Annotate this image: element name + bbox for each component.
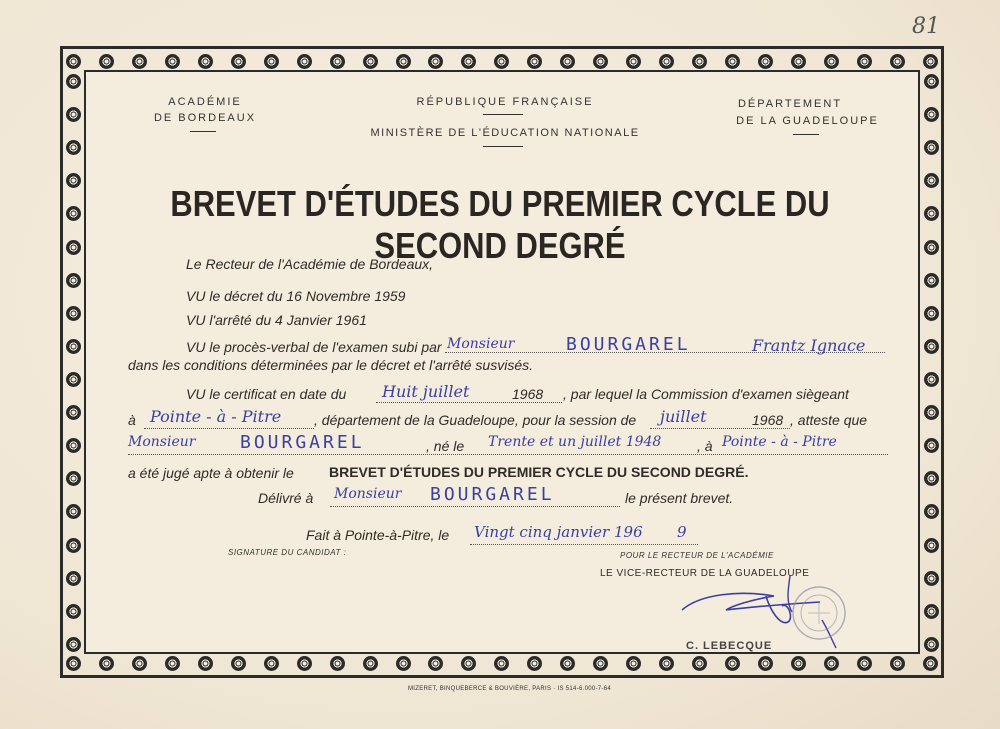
certificat-prefix: VU le certificat en date du bbox=[186, 386, 347, 402]
atteste: , atteste que bbox=[790, 412, 868, 428]
certificat-year: 1968 bbox=[512, 386, 544, 402]
border-rosette bbox=[924, 538, 939, 553]
border-rosette bbox=[924, 173, 939, 188]
border-rosette bbox=[924, 438, 939, 453]
border-rosette bbox=[66, 471, 81, 486]
border-rosette bbox=[396, 656, 411, 671]
border-rosette bbox=[527, 54, 542, 69]
border-rosette bbox=[231, 656, 246, 671]
border-rosette bbox=[132, 656, 147, 671]
border-band-left bbox=[64, 74, 82, 652]
border-rosette bbox=[297, 54, 312, 69]
border-rosette bbox=[66, 206, 81, 221]
border-rosette bbox=[527, 656, 542, 671]
border-rosette bbox=[758, 656, 773, 671]
border-rosette bbox=[923, 54, 938, 69]
signer-name: C. LEBECQUE bbox=[686, 640, 773, 652]
decret-line: VU le décret du 16 Novembre 1959 bbox=[186, 288, 406, 304]
border-rosette bbox=[924, 372, 939, 387]
a-middle: , département de la Guadeloupe, pour la session de bbox=[314, 412, 637, 428]
vice-recteur-label: LE VICE-RECTEUR DE LA GUADELOUPE bbox=[600, 568, 810, 579]
border-rosette bbox=[626, 656, 641, 671]
recteur-line: Le Recteur de l'Académie de Bordeaux, bbox=[186, 256, 434, 272]
fait-date: Vingt cinq janvier 196 bbox=[474, 523, 643, 541]
corner-mark: 81 bbox=[912, 14, 940, 39]
border-rosette bbox=[99, 54, 114, 69]
border-rosette bbox=[66, 339, 81, 354]
border-band-top bbox=[66, 52, 938, 70]
border-rosette bbox=[659, 54, 674, 69]
birth-date: Trente et un juillet 1948 bbox=[488, 434, 662, 450]
a-prefix: à bbox=[128, 412, 136, 428]
border-rosette bbox=[66, 538, 81, 553]
departement-line2: DE LA GUADELOUPE bbox=[736, 115, 879, 127]
proces-title: Monsieur bbox=[447, 336, 515, 352]
border-rosette bbox=[66, 54, 81, 69]
border-rosette bbox=[132, 54, 147, 69]
border-rosette bbox=[824, 54, 839, 69]
ministere: MINISTÈRE DE L'ÉDUCATION NATIONALE bbox=[370, 127, 640, 139]
certificat-date: Huit juillet bbox=[382, 382, 470, 401]
border-rosette bbox=[924, 273, 939, 288]
juge-prefix: a été jugé apte à obtenir le bbox=[128, 465, 294, 481]
border-rosette bbox=[330, 656, 345, 671]
document-title: BREVET D'ÉTUDES DU PREMIER CYCLE DU SECOND DEGRÉ bbox=[170, 183, 830, 266]
delivre-dotted-line bbox=[330, 506, 620, 507]
border-rosette bbox=[66, 140, 81, 155]
border-rosette bbox=[924, 206, 939, 221]
border-rosette bbox=[66, 656, 81, 671]
border-rosette bbox=[494, 54, 509, 69]
border-rosette bbox=[593, 656, 608, 671]
proces-prefix: VU le procès-verbal de l'examen subi par bbox=[186, 339, 442, 355]
border-rosette bbox=[923, 656, 938, 671]
border-rosette bbox=[924, 74, 939, 89]
border-rosette bbox=[626, 54, 641, 69]
border-rosette bbox=[66, 604, 81, 619]
border-band-right bbox=[922, 74, 940, 652]
fait-prefix: Fait à Pointe-à-Pitre, le bbox=[306, 527, 450, 543]
border-rosette bbox=[66, 405, 81, 420]
border-rosette bbox=[890, 656, 905, 671]
border-rosette bbox=[66, 571, 81, 586]
border-rosette bbox=[66, 240, 81, 255]
border-rosette bbox=[857, 656, 872, 671]
border-rosette bbox=[924, 471, 939, 486]
delivre-name: BOURGAREL bbox=[430, 484, 555, 505]
candidate-title: Monsieur bbox=[128, 434, 196, 450]
border-rosette bbox=[198, 54, 213, 69]
border-rosette bbox=[924, 140, 939, 155]
delivre-prefix: Délivré à bbox=[258, 490, 314, 506]
border-rosette bbox=[461, 656, 476, 671]
border-rosette bbox=[924, 306, 939, 321]
border-rosette bbox=[890, 54, 905, 69]
border-rosette bbox=[692, 54, 707, 69]
border-rosette bbox=[659, 656, 674, 671]
border-rosette bbox=[264, 656, 279, 671]
proces-firstname: Frantz Ignace bbox=[752, 336, 866, 355]
official-stamp bbox=[790, 584, 848, 642]
republique-francaise: RÉPUBLIQUE FRANÇAISE bbox=[416, 96, 594, 108]
session-dotted-line bbox=[650, 428, 790, 429]
academie-line2: DE BORDEAUX bbox=[153, 112, 257, 124]
border-rosette bbox=[330, 54, 345, 69]
border-rosette bbox=[363, 54, 378, 69]
certificat-suffix: , par lequel la Commission d'examen siègeant bbox=[563, 386, 849, 402]
juge-brevet: BREVET D'ÉTUDES DU PREMIER CYCLE DU SECOND DEGRÉ. bbox=[329, 464, 749, 480]
border-rosette bbox=[725, 656, 740, 671]
ministere-rule bbox=[483, 146, 523, 147]
border-rosette bbox=[758, 54, 773, 69]
border-band-bottom bbox=[66, 654, 938, 672]
fait-dotted-line bbox=[470, 544, 698, 545]
border-rosette bbox=[791, 656, 806, 671]
candidate-name: BOURGAREL bbox=[240, 432, 365, 453]
border-rosette bbox=[264, 54, 279, 69]
ne-le: , né le bbox=[426, 438, 465, 454]
border-rosette bbox=[824, 656, 839, 671]
border-rosette bbox=[66, 74, 81, 89]
signature-candidat-label: SIGNATURE DU CANDIDAT : bbox=[228, 548, 347, 557]
border-rosette bbox=[198, 656, 213, 671]
border-rosette bbox=[494, 656, 509, 671]
border-rosette bbox=[924, 405, 939, 420]
printer-footer: MIZERET, BINQUEBERCE & BOUVIÈRE, PARIS · IS 514-6.000-7-64 bbox=[408, 686, 612, 692]
delivre-suffix: le présent brevet. bbox=[625, 490, 734, 506]
border-rosette bbox=[428, 656, 443, 671]
border-rosette bbox=[924, 339, 939, 354]
border-rosette bbox=[791, 54, 806, 69]
academie-rule bbox=[190, 131, 216, 132]
a-place: Pointe - à - Pitre bbox=[150, 407, 282, 426]
border-rosette bbox=[231, 54, 246, 69]
border-rosette bbox=[560, 54, 575, 69]
border-rosette bbox=[560, 656, 575, 671]
border-rosette bbox=[692, 656, 707, 671]
border-rosette bbox=[66, 504, 81, 519]
border-rosette bbox=[297, 656, 312, 671]
conditions-line: dans les conditions déterminées par le décret et l'arrêté susvisés. bbox=[128, 357, 533, 373]
border-rosette bbox=[857, 54, 872, 69]
fait-year-digit: 9 bbox=[677, 523, 687, 541]
border-rosette bbox=[593, 54, 608, 69]
session-month: juillet bbox=[660, 407, 707, 426]
border-rosette bbox=[924, 637, 939, 652]
border-rosette bbox=[66, 306, 81, 321]
certificat-dotted-line bbox=[376, 402, 562, 403]
border-rosette bbox=[66, 173, 81, 188]
border-rosette bbox=[66, 273, 81, 288]
border-rosette bbox=[924, 107, 939, 122]
border-rosette bbox=[66, 372, 81, 387]
border-rosette bbox=[924, 240, 939, 255]
delivre-title: Monsieur bbox=[334, 486, 402, 502]
border-rosette bbox=[924, 604, 939, 619]
republique-rule bbox=[483, 114, 523, 115]
a-place-dotted-line bbox=[144, 428, 314, 429]
border-rosette bbox=[66, 637, 81, 652]
candidate-dotted-line bbox=[128, 454, 888, 455]
border-rosette bbox=[165, 54, 180, 69]
departement-line1: DÉPARTEMENT bbox=[737, 98, 843, 110]
border-rosette bbox=[363, 656, 378, 671]
border-rosette bbox=[66, 107, 81, 122]
border-rosette bbox=[66, 438, 81, 453]
birth-a: , à bbox=[697, 438, 713, 454]
border-rosette bbox=[165, 656, 180, 671]
border-rosette bbox=[461, 54, 476, 69]
border-rosette bbox=[396, 54, 411, 69]
border-rosette bbox=[924, 504, 939, 519]
birth-place: Pointe - à - Pitre bbox=[722, 434, 837, 450]
border-rosette bbox=[99, 656, 114, 671]
border-rosette bbox=[924, 571, 939, 586]
border-rosette bbox=[428, 54, 443, 69]
arrete-line: VU l'arrêté du 4 Janvier 1961 bbox=[186, 312, 367, 328]
proces-name: BOURGAREL bbox=[566, 334, 691, 355]
academie-line1: ACADÉMIE bbox=[168, 96, 242, 108]
departement-rule bbox=[793, 134, 819, 135]
pour-recteur-label: POUR LE RECTEUR DE L'ACADÉMIE bbox=[620, 551, 774, 560]
session-year: 1968 bbox=[752, 412, 784, 428]
border-rosette bbox=[725, 54, 740, 69]
